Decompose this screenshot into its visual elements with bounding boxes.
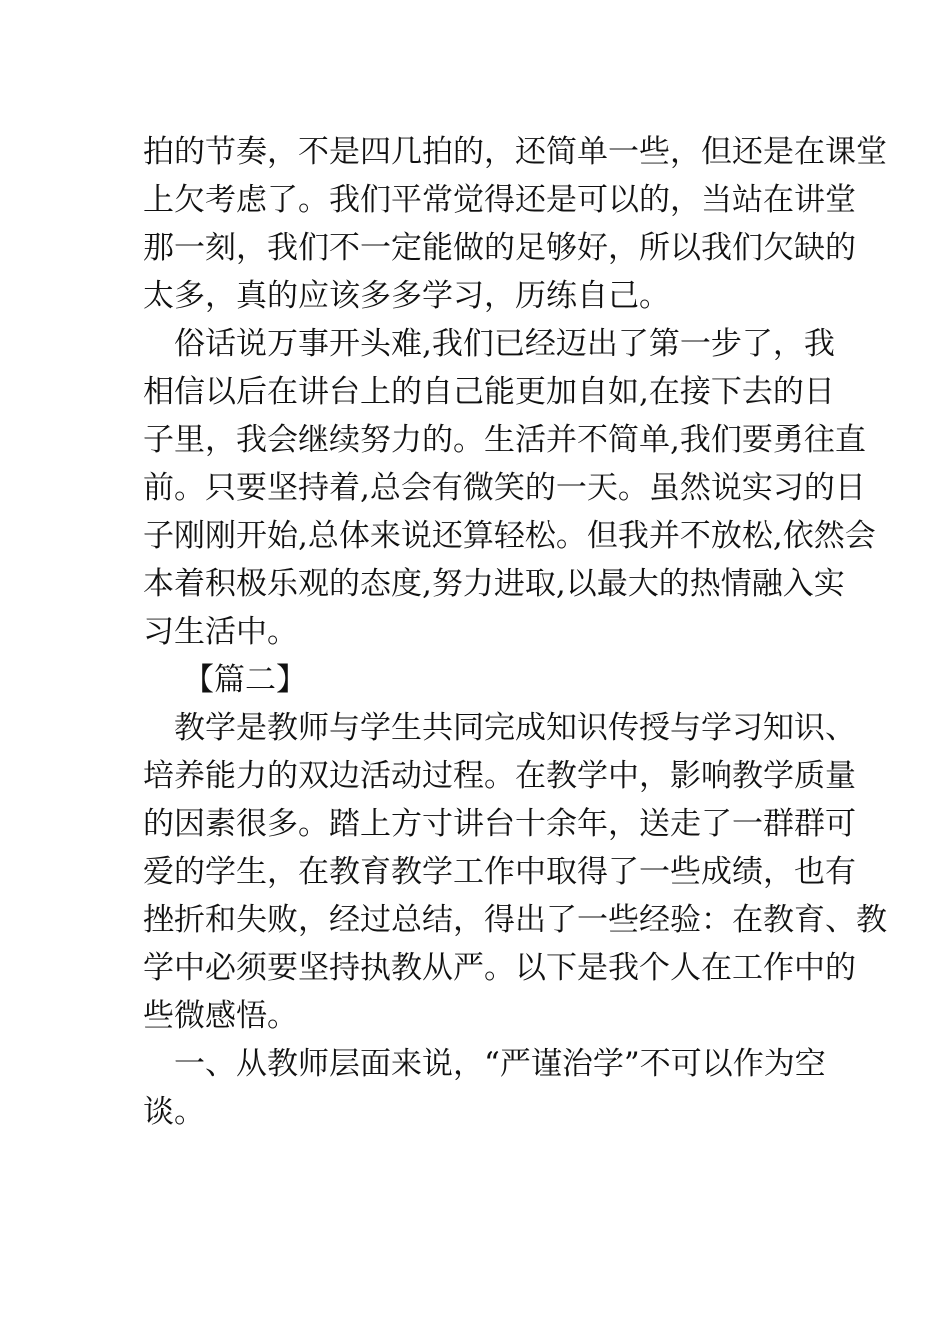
- text-line: 一、从教师层面来说，“严谨治学”不可以作为空: [143, 1046, 826, 1082]
- text-line: 的因素很多。踏上方寸讲台十余年，送走了一群群可: [143, 806, 856, 842]
- paragraph-3: [143, 704, 887, 1040]
- document-body: [143, 128, 887, 1136]
- section-heading-block: [143, 656, 813, 704]
- text-line: 爱的学生，在教育教学工作中取得了一些成绩，也有: [143, 854, 856, 890]
- text-line: 本着积极乐观的态度,努力进取,以最大的热情融入实: [143, 566, 845, 602]
- text-line: 子刚刚开始,总体来说还算轻松。但我并不放松,依然会: [143, 518, 876, 554]
- text-line: 那一刻，我们不一定能做的足够好，所以我们欠缺的: [143, 230, 856, 266]
- text-line: 拍的节奏，不是四几拍的，还简单一些，但还是在课堂: [143, 134, 887, 170]
- text-line: 教学是教师与学生共同完成知识传授与学习知识、: [143, 710, 856, 746]
- section-heading: 【篇二】: [183, 662, 307, 698]
- text-line: 谈。: [143, 1094, 205, 1130]
- text-line: 些微感悟。: [143, 998, 298, 1034]
- paragraph-4: [143, 1040, 826, 1136]
- text-line: 习生活中。: [143, 614, 298, 650]
- text-line: 太多，真的应该多多学习，历练自己。: [143, 278, 670, 314]
- paragraph-2: [143, 320, 876, 656]
- text-line: 俗话说万事开头难,我们已经迈出了第一步了，我: [143, 326, 835, 362]
- text-line: 上欠考虑了。我们平常觉得还是可以的，当站在讲堂: [143, 182, 856, 218]
- text-line: 挫折和失败，经过总结，得出了一些经验：在教育、教: [143, 902, 887, 938]
- paragraph-1: [143, 128, 887, 320]
- text-line: 培养能力的双边活动过程。在教学中，影响教学质量: [143, 758, 856, 794]
- text-line: 子里，我会继续努力的。生活并不简单,我们要勇往直: [143, 422, 866, 458]
- text-line: 学中必须要坚持执教从严。以下是我个人在工作中的: [143, 950, 856, 986]
- text-line: 前。只要坚持着,总会有微笑的一天。虽然说实习的日: [143, 470, 866, 506]
- text-line: 相信以后在讲台上的自己能更加自如,在接下去的日: [143, 374, 835, 410]
